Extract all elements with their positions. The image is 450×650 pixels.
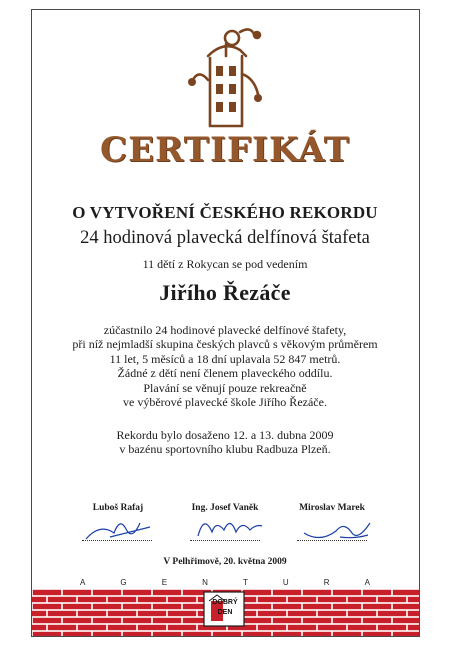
agency-letter: N	[202, 578, 208, 587]
agency-letter: A	[364, 578, 370, 587]
leader-name: Jiřího Řezáče	[159, 280, 291, 305]
body-line: 11 let, 5 měsíců a 18 dní uplavala 52 847 metrů.	[109, 351, 341, 366]
agency-letter: U	[282, 578, 289, 587]
kids-line: 11 dětí z Rokycan se pod vedením	[142, 257, 308, 271]
agency-letter: E	[161, 578, 168, 587]
body-line: zúčastnilo 24 hodinové plavecké delfínové štafety,	[103, 323, 347, 337]
badge-line: DEN	[217, 609, 233, 616]
signature-line	[190, 540, 260, 541]
certificate-subtitle: O VYTVOŘENÍ ČESKÉHO REKORDU	[72, 203, 378, 222]
agency-letter: R	[323, 578, 330, 587]
dobry-den-logo	[203, 591, 245, 627]
agency-letter: T	[242, 578, 248, 587]
record-line: v bazénu sportovního klubu Radbuza Plzeň.	[119, 442, 331, 457]
signature-vanek	[190, 510, 266, 542]
agency-letters	[80, 578, 370, 587]
place-date: V Pelhřimově, 20. května 2009	[163, 557, 287, 567]
body-line: Žádné z dětí není členem plaveckého oddílu.	[117, 366, 333, 381]
agency-letter: A	[80, 578, 86, 587]
body-line: Plavání se věnují pouze rekreačně	[143, 380, 307, 395]
record-details	[0, 428, 450, 457]
relay-name: 24 hodinová plavecká delfínová štafeta	[80, 228, 370, 248]
certificate-body	[0, 323, 450, 409]
record-line: Rekordu bylo dosaženo 12. a 13. dubna 2009	[116, 428, 334, 442]
signature-line	[297, 540, 367, 541]
signature-line	[82, 540, 152, 541]
agency-letter: G	[120, 578, 127, 587]
house-mascot-icon	[180, 22, 270, 134]
signatory-name: Ing. Josef Vaněk	[191, 503, 259, 513]
signatory-name: Miroslav Marek	[299, 503, 365, 513]
body-line: při níž nejmladší skupina českých plavců s věkovým průměrem	[72, 337, 378, 352]
signatory-name: Luboš Rafaj	[92, 503, 144, 513]
certificate-title: CERTIFIKÁT	[100, 130, 350, 170]
body-line: ve výběrové plavecké škole Jiřího Řezáče.	[123, 395, 327, 410]
badge-line: DOBRÝ	[212, 599, 238, 606]
